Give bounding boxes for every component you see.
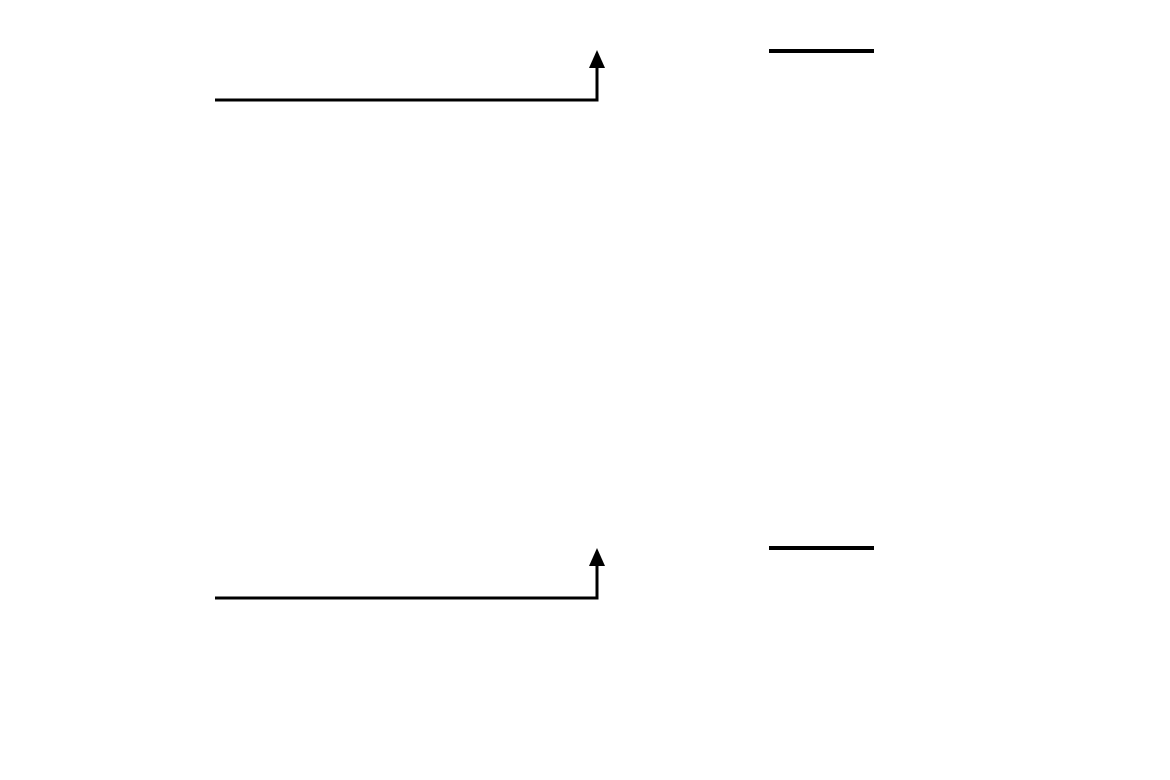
- dimension-value-width: [777, 52, 874, 53]
- dimensions-table-typ-t: [769, 546, 874, 550]
- dimension-value-width: [777, 549, 874, 550]
- label-underline-arrow-t: [215, 548, 605, 598]
- dimensions-table-typ-m: [769, 49, 874, 53]
- label-underline-arrow-m: [215, 50, 605, 100]
- dimension-name-width: [770, 549, 777, 550]
- dimension-name-width: [770, 52, 777, 53]
